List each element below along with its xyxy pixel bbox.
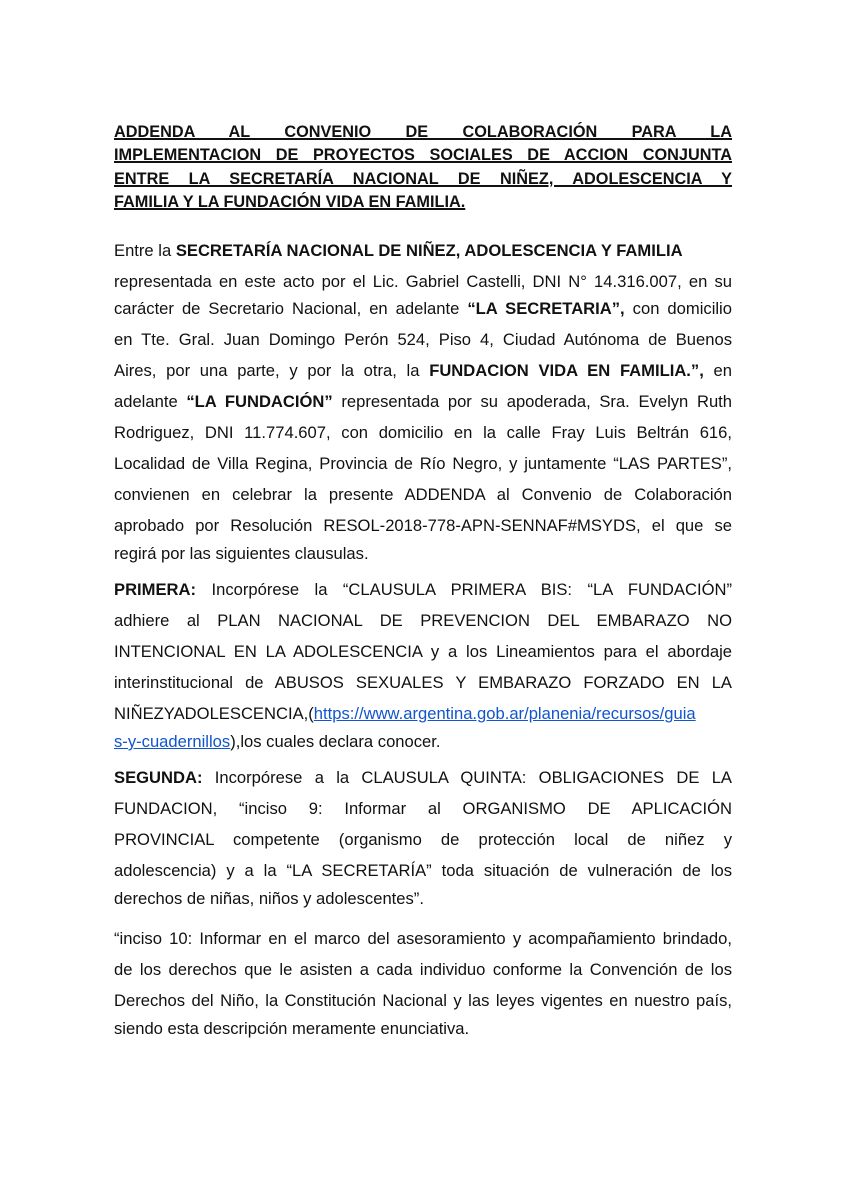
text-line: Rodriguez, DNI 11.774.607, con domicilio en la calle Fray Luis Beltrán 616,	[114, 423, 732, 442]
text-line: adhiere al PLAN NACIONAL DE PREVENCION DEL EMBARAZO NO	[114, 611, 732, 630]
text-line: NIÑEZYADOLESCENCIA,(https://www.argentina.gob.ar/planenia/recursos/guia	[114, 704, 696, 723]
text-line: “inciso 10: Informar en el marco del asesoramiento y acompañamiento brindado,	[114, 929, 732, 948]
text-line: PRIMERA: Incorpórese la “CLAUSULA PRIMERA BIS: “LA FUNDACIÓN”	[114, 580, 732, 599]
text-line: interinstitucional de ABUSOS SEXUALES Y EMBARAZO FORZADO EN LA	[114, 673, 732, 692]
text-line: adolescencia) y a la “LA SECRETARÍA” toda situación de vulneración de los	[114, 861, 732, 880]
title-line: IMPLEMENTACION DE PROYECTOS SOCIALES DE ACCION CONJUNTA	[114, 146, 732, 165]
text-line: aprobado por Resolución RESOL-2018-778-APN-SENNAF#MSYDS, el que se	[114, 516, 732, 535]
text-line: de los derechos que le asisten a cada individuo conforme la Convención de los	[114, 960, 732, 979]
text-line: s-y-cuadernillos),los cuales declara conocer.	[114, 732, 441, 751]
text-line: Entre la SECRETARÍA NACIONAL DE NIÑEZ, ADOLESCENCIA Y FAMILIA	[114, 241, 683, 260]
clause-label: SEGUNDA:	[114, 768, 203, 787]
text-line: regirá por las siguientes clausulas.	[114, 544, 369, 563]
document-title	[114, 121, 732, 214]
guides-link-continued[interactable]: s-y-cuadernillos	[114, 732, 231, 751]
text-line: representada en este acto por el Lic. Gabriel Castelli, DNI N° 14.316.007, en su	[114, 272, 732, 291]
title-line: FAMILIA Y LA FUNDACIÓN VIDA EN FAMILIA.	[114, 192, 466, 211]
clause-label: PRIMERA:	[114, 580, 197, 599]
title-line: ENTRE LA SECRETARÍA NACIONAL DE NIÑEZ, ADOLESCENCIA Y	[114, 169, 732, 188]
text-line: Derechos del Niño, la Constitución Nacional y las leyes vigentes en nuestro país,	[114, 991, 732, 1010]
text-line: en Tte. Gral. Juan Domingo Perón 524, Piso 4, Ciudad Autónoma de Buenos	[114, 330, 732, 349]
text-line: convienen en celebrar la presente ADDENDA al Convenio de Colaboración	[114, 485, 732, 504]
text-line: siendo esta descripción meramente enunciativa.	[114, 1019, 470, 1038]
text-line: carácter de Secretario Nacional, en adelante “LA SECRETARIA”, con domicilio	[114, 299, 732, 318]
text-line: SEGUNDA: Incorpórese a la CLAUSULA QUINTA: OBLIGACIONES DE LA	[114, 768, 732, 787]
text-line: FUNDACION, “inciso 9: Informar al ORGANISMO DE APLICACIÓN	[114, 799, 732, 818]
text-line: INTENCIONAL EN LA ADOLESCENCIA y a los Lineamientos para el abordaje	[114, 642, 732, 661]
text-line: Aires, por una parte, y por la otra, la FUNDACION VIDA EN FAMILIA.”, en	[114, 361, 732, 380]
text-line: derechos de niñas, niños y adolescentes”.	[114, 889, 424, 908]
guides-link[interactable]: https://www.argentina.gob.ar/planenia/recursos/guia	[313, 704, 696, 723]
title-line: ADDENDA AL CONVENIO DE COLABORACIÓN PARA LA	[114, 123, 732, 141]
text-line: adelante “LA FUNDACIÓN” representada por su apoderada, Sra. Evelyn Ruth	[114, 392, 733, 411]
text-line: PROVINCIAL competente (organismo de protección local de niñez y	[114, 830, 732, 849]
text-line: Localidad de Villa Regina, Provincia de Río Negro, y juntamente “LAS PARTES”,	[114, 454, 732, 473]
